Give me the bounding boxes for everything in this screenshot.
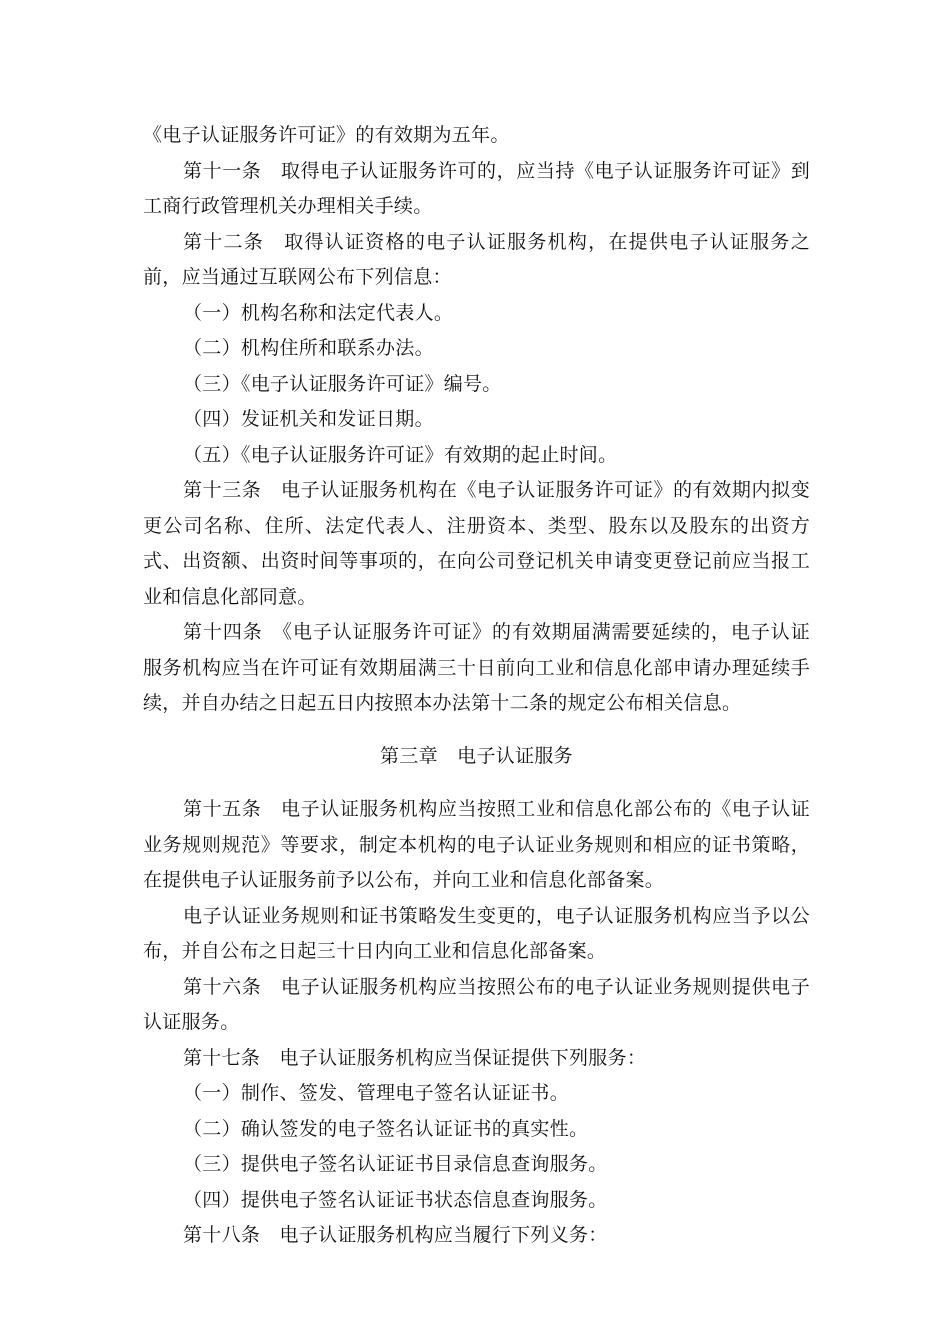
- article-18: 第十八条 电子认证服务机构应当履行下列义务：: [183, 1224, 608, 1246]
- article-17: 第十七条 电子认证服务机构应当保证提供下列服务：: [183, 1046, 647, 1069]
- article-17-item-2: （二）确认签发的电子签名认证证书的真实性。: [183, 1117, 589, 1140]
- article-11: 第十一条 取得电子认证服务许可的，应当持《电子认证服务许可证》到工商行政管理机关办理相关手续。: [143, 159, 810, 217]
- article-13: 第十三条 电子认证服务机构在《电子认证服务许可证》的有效期内拟变更公司名称、住所、法定代表人、注册资本、类型、股东以及股东的出资方式、出资额、出资时间等事项的，在向公司登记机关申请变更登记前应当报工业和信息化部同意。: [143, 479, 810, 608]
- article-17-item-1: （一）制作、签发、管理电子签名认证证书。: [183, 1082, 570, 1104]
- article-16: 第十六条 电子认证服务机构应当按照公布的电子认证业务规则提供电子认证服务。: [143, 975, 810, 1033]
- article-14: 第十四条 《电子认证服务许可证》的有效期届满需要延续的，电子认证服务机构应当在许可证有效期届满三十日前向工业和信息化部申请办理延续手续，并自办结之日起五日内按照本办法第十二条的规定公布相关信息。: [143, 621, 810, 714]
- article-12-item-2: （二）机构住所和联系办法。: [183, 337, 434, 359]
- article-12: 第十二条 取得认证资格的电子认证服务机构，在提供电子认证服务之前，应当通过互联网公布下列信息：: [143, 230, 810, 288]
- article-15-supplement: 电子认证业务规则和证书策略发生变更的，电子认证服务机构应当予以公布，并自公布之日起三十日内向工业和信息化部备案。: [143, 904, 810, 962]
- article-17-item-4: （四）提供电子签名认证证书状态信息查询服务。: [183, 1188, 608, 1211]
- article-17-item-3: （三）提供电子签名认证证书目录信息查询服务。: [183, 1153, 608, 1175]
- article-12-item-5: （五）《电子认证服务许可证》有效期的起止时间。: [183, 443, 618, 466]
- article-12-item-3: （三）《电子认证服务许可证》编号。: [183, 372, 502, 395]
- chapter-title: 第三章 电子认证服务: [379, 744, 573, 767]
- article-12-item-4: （四）发证机关和发证日期。: [183, 408, 434, 430]
- paragraph-validity: 《电子认证服务许可证》的有效期为五年。: [143, 124, 510, 146]
- article-12-item-1: （一）机构名称和法定代表人。: [183, 301, 454, 324]
- article-15: 第十五条 电子认证服务机构应当按照工业和信息化部公布的《电子认证业务规则规范》等要求，制定本机构的电子认证业务规则和相应的证书策略，在提供电子认证服务前予以公布，并向工业和信息化部备案。: [143, 798, 810, 891]
- document-body: [143, 118, 810, 1254]
